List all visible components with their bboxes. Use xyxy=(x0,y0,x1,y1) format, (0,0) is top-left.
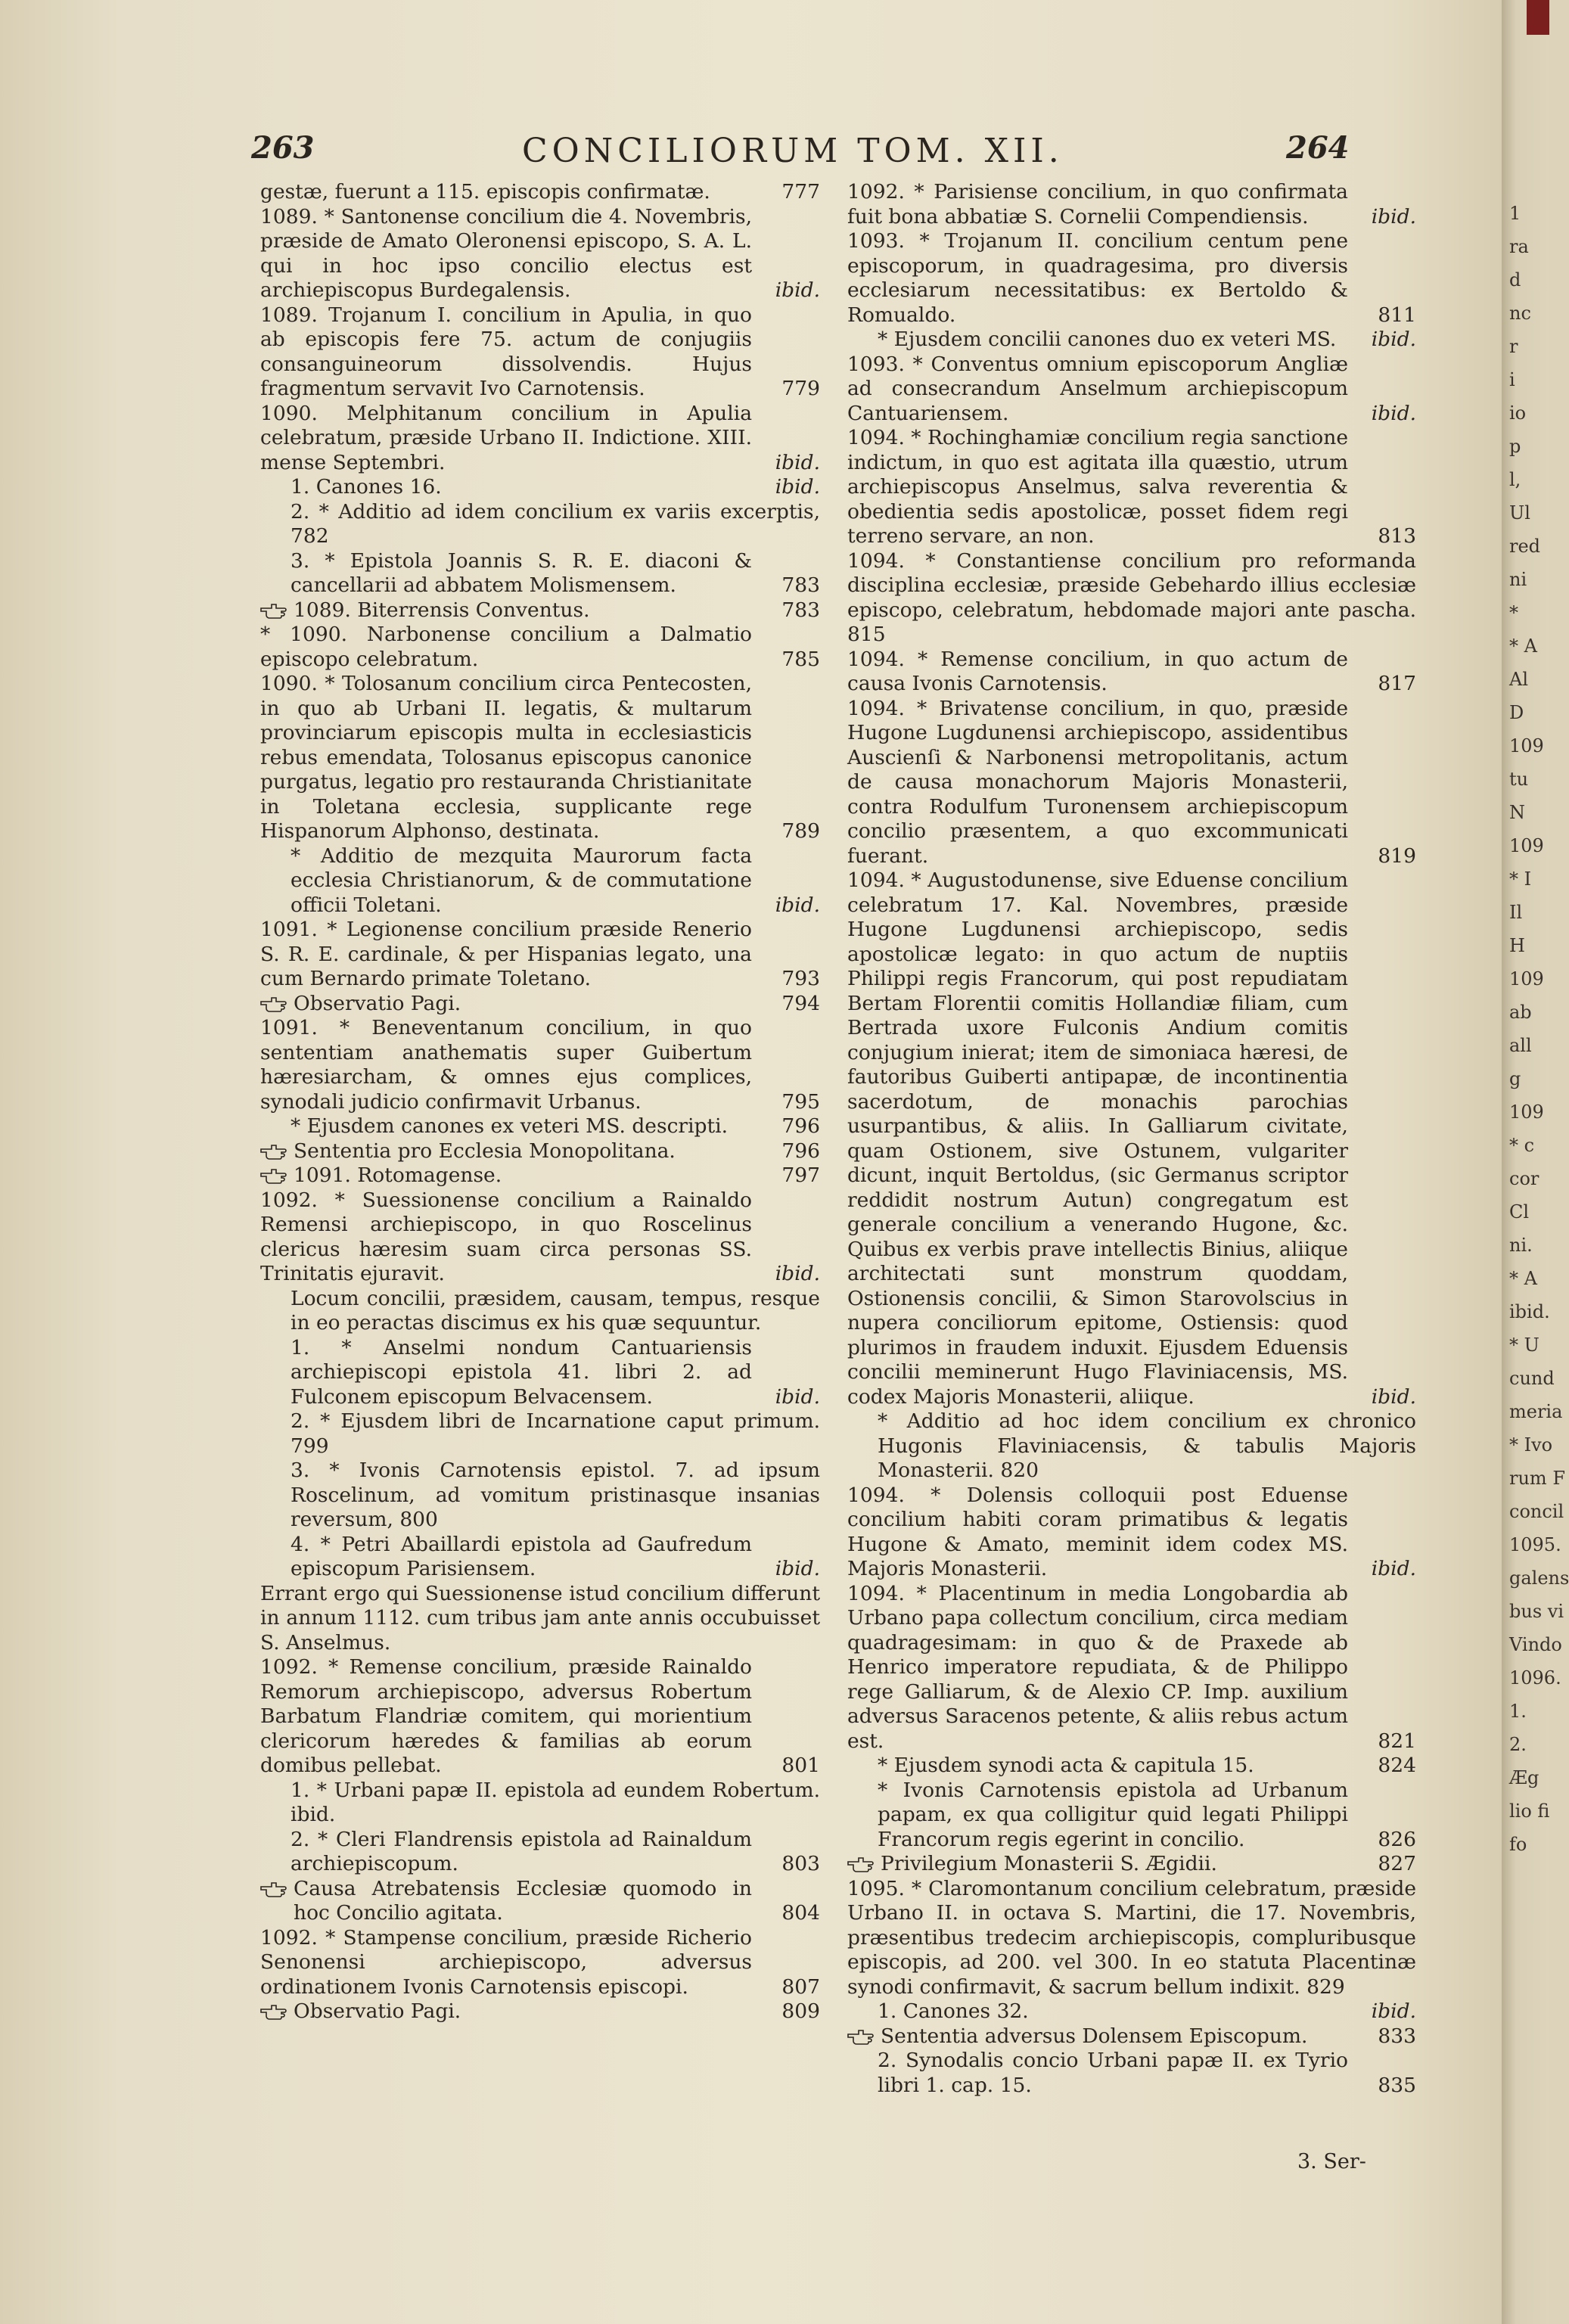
entry-text: 1. Canones 16. xyxy=(290,475,442,499)
entry-text: 1089. Trojanum I. concilium in Apulia, in quo ab episcopis fere 75. actum de conjugiis consanguineorum dissolvendis. Hujus fragmentum servavit Ivo Carnotensis. xyxy=(260,303,752,400)
pointing-hand-icon xyxy=(847,2027,873,2044)
edge-fragment: i xyxy=(1509,369,1515,390)
entry-page-ref: ibid. xyxy=(775,893,820,917)
entry-text: 1092. * Parisiense concilium, in quo confirmata fuit bona abbatiæ S. Cornelii Compendiensis. xyxy=(847,180,1348,228)
edge-fragment: ibid. xyxy=(1509,1301,1550,1322)
catchword: 3. Ser- xyxy=(1297,2150,1366,2173)
edge-fragment: 109 xyxy=(1509,835,1544,856)
index-entry xyxy=(260,1533,820,1582)
entry-text: * Ejusdem canones ex veteri MS. descripti. xyxy=(290,1114,729,1138)
edge-fragment: 2. xyxy=(1509,1734,1527,1755)
edge-fragment: Æg xyxy=(1509,1767,1539,1788)
pointing-hand-icon xyxy=(260,995,286,1011)
entry-page-ref: 789 xyxy=(781,819,820,843)
edge-fragment: Al xyxy=(1509,669,1529,690)
entry-text: Locum concilii, præsidem, causam, tempus, resque in eo peractas discimus ex his quæ sequuntur. xyxy=(290,1286,820,1334)
entry-text: * Ivonis Carnotensis epistola ad Urbanum papam, ex qua colligitur quid legati Philippi Francorum regis egerint in concilio. xyxy=(878,1778,1348,1851)
entry-page-ref: 807 xyxy=(781,1974,820,1999)
entry-text: 1094. * Remense concilium, in quo actum de causa Ivonis Carnotensis. xyxy=(847,647,1348,695)
left-column xyxy=(260,180,820,2024)
entry-page-ref: 794 xyxy=(781,991,820,1015)
index-entry xyxy=(847,328,1416,353)
entry-page-ref: 796 xyxy=(781,1114,820,1138)
index-entry xyxy=(847,549,1416,648)
index-entry xyxy=(847,1582,1416,1754)
pointing-hand-icon xyxy=(260,1880,286,1897)
edge-fragment: tu xyxy=(1509,769,1529,790)
edge-fragment: meria xyxy=(1509,1401,1563,1422)
next-page-edge xyxy=(1502,0,1569,2324)
entry-page-ref: ibid. xyxy=(775,1557,820,1580)
entry-page-ref: 783 xyxy=(781,573,820,597)
entry-text: 2. * Ejusdem libri de Incarnatione caput primum. 799 xyxy=(290,1409,820,1458)
edge-fragment: ra xyxy=(1509,236,1529,257)
index-entry xyxy=(260,1114,820,1139)
edge-fragment: D xyxy=(1509,702,1524,723)
index-entry xyxy=(260,1188,820,1287)
edge-fragment: * I xyxy=(1509,868,1532,890)
index-entry xyxy=(260,1877,820,1926)
entry-text: 1090. Melphitanum concilium in Apulia celebratum, præside Urbano II. Indictione. XIII. mense Septembri. xyxy=(260,401,752,474)
index-entry xyxy=(260,918,820,992)
index-entry xyxy=(847,1754,1416,1779)
entry-page-ref: ibid. xyxy=(1371,1999,1416,2023)
binding-ribbon xyxy=(1527,0,1549,35)
entry-page-ref: 777 xyxy=(781,180,820,204)
entry-text: Errant ergo qui Suessionense istud concilium differunt in annum 1112. cum tribus jam ante annis occubuisset S. Anselmus. xyxy=(260,1581,820,1654)
entry-page-ref: ibid. xyxy=(775,278,820,302)
edge-fragment: 109 xyxy=(1509,735,1544,757)
entry-text: 2. * Additio ad idem concilium ex variis excerptis, 782 xyxy=(290,499,820,548)
entry-text: 1093. * Trojanum II. concilium centum pene episcoporum, in quadragesima, pro diversis ecclesiarum necessitatibus: ex Bertoldo & Romualdo. xyxy=(847,229,1348,327)
index-entry xyxy=(260,549,820,598)
entry-page-ref: 795 xyxy=(781,1089,820,1114)
entry-text: gestæ, fuerunt a 115. episcopis confirmatæ. xyxy=(260,180,710,204)
entry-page-ref: 785 xyxy=(781,647,820,671)
index-entry xyxy=(847,2024,1416,2049)
entry-text: 1091. Rotomagense. xyxy=(294,1164,502,1187)
index-entry xyxy=(260,623,820,672)
edge-fragment: red xyxy=(1509,536,1541,557)
edge-fragment: 1 xyxy=(1509,203,1521,224)
entry-page-ref: 819 xyxy=(1378,844,1416,868)
entry-text: 3. * Epistola Joannis S. R. E. diaconi & cancellarii ad abbatem Molismensem. xyxy=(290,548,752,597)
right-column xyxy=(847,180,1416,2098)
entry-page-ref: 824 xyxy=(1378,1754,1416,1777)
index-entry xyxy=(847,1779,1416,1853)
entry-page-ref: 813 xyxy=(1378,524,1416,548)
edge-fragment: fo xyxy=(1509,1834,1527,1855)
edge-fragment: ab xyxy=(1509,1002,1532,1023)
entry-text: Causa Atrebatensis Ecclesiæ quomodo in hoc Concilio agitata. xyxy=(294,1876,752,1925)
edge-fragment: p xyxy=(1509,436,1521,457)
index-entry xyxy=(260,1164,820,1188)
entry-page-ref: 796 xyxy=(781,1139,820,1163)
index-entry xyxy=(260,180,820,205)
edge-fragment: Il xyxy=(1509,902,1523,923)
entry-page-ref: 797 xyxy=(781,1164,820,1187)
pointing-hand-icon xyxy=(260,1167,286,1183)
page-number-left: 263 xyxy=(251,130,315,166)
entry-text: 3. * Ivonis Carnotensis epistol. 7. ad ipsum Roscelinum, ad vomitum pristinasque insanias reversum, 800 xyxy=(290,1459,820,1531)
entry-text: 1. * Urbani papæ II. epistola ad eundem Robertum. ibid. xyxy=(290,1778,820,1826)
entry-page-ref: 835 xyxy=(1378,2073,1416,2097)
entry-page-ref: ibid. xyxy=(775,450,820,474)
entry-text: Privilegium Monasterii S. Ægidii. xyxy=(881,1852,1217,1875)
index-entry xyxy=(847,1877,1416,2000)
edge-fragment: cor xyxy=(1509,1168,1539,1189)
index-entry xyxy=(847,648,1416,697)
entry-page-ref: 809 xyxy=(781,1999,820,2023)
edge-fragment: * xyxy=(1509,602,1518,623)
edge-fragment: r xyxy=(1509,336,1518,357)
next-page-fragments xyxy=(1509,197,1569,1861)
edge-fragment: 109 xyxy=(1509,968,1544,990)
pointing-hand-icon xyxy=(260,601,286,618)
index-entry xyxy=(847,1999,1416,2024)
edge-fragment: cund xyxy=(1509,1368,1555,1389)
index-entry xyxy=(260,1409,820,1459)
index-entry xyxy=(847,1409,1416,1484)
entry-text: 1092. * Stampense concilium, præside Richerio Senonensi archiepiscopo, adversus ordinationem Ivonis Carnotensis episcopi. xyxy=(260,1925,752,1999)
index-entry xyxy=(260,1336,820,1410)
index-entry xyxy=(260,500,820,549)
entry-text: 2. * Cleri Flandrensis epistola ad Rainaldum archiepiscopum. xyxy=(290,1827,752,1875)
entry-text: 2. Synodalis concio Urbani papæ II. ex Tyrio libri 1. cap. 15. xyxy=(878,2049,1348,2097)
page-title: CONCILIORUM TOM. XII. xyxy=(522,132,1064,170)
entry-page-ref: ibid. xyxy=(775,475,820,499)
entry-text: Observatio Pagi. xyxy=(294,991,461,1015)
entry-text: 1094. * Brivatense concilium, in quo, præside Hugone Lugdunensi archiepiscopo, assidentibus Auscienſi & Narbonensi metropolitanis, actum de causa monachorum Majoris Monasterii, contra Rodulfum Turonensem archiepiscopum concilio præsentem, a quo excommunicati fuerant. xyxy=(847,696,1348,868)
index-entry xyxy=(847,353,1416,427)
entry-text: 1094. * Constantiense concilium pro reformanda disciplina ecclesiæ, præside Gebehardo illius ecclesiæ episcopo, celebratum, hebdomade majori ante pascha. 815 xyxy=(847,548,1416,646)
index-entry xyxy=(847,180,1416,229)
entry-page-ref: ibid. xyxy=(1371,401,1416,425)
edge-fragment: Cl xyxy=(1509,1201,1530,1223)
edge-fragment: concil xyxy=(1509,1501,1564,1522)
entry-page-ref: 783 xyxy=(781,598,820,622)
index-entry xyxy=(260,1655,820,1779)
entry-page-ref: 803 xyxy=(781,1852,820,1875)
entry-page-ref: 811 xyxy=(1378,303,1416,327)
entry-page-ref: 779 xyxy=(781,377,820,400)
index-entry xyxy=(847,697,1416,869)
entry-text: 1. * Anselmi nondum Cantuariensis archiepiscopi epistola 41. libri 2. ad Fulconem episcopum Belvacensem. xyxy=(290,1335,752,1409)
entry-text: * Ejusdem concilii canones duo ex veteri MS. xyxy=(878,328,1337,351)
index-entry xyxy=(260,992,820,1017)
index-entry xyxy=(260,1999,820,2024)
entry-text: 1. Canones 32. xyxy=(878,1999,1029,2023)
index-entry xyxy=(260,303,820,402)
entry-text: * Additio ad hoc idem concilium ex chronico Hugonis Flaviniacensis, & tabulis Majoris Monasterii. 820 xyxy=(878,1409,1416,1482)
edge-fragment: H xyxy=(1509,935,1525,956)
index-entry xyxy=(260,672,820,844)
index-entry xyxy=(847,2049,1416,2098)
edge-fragment: nc xyxy=(1509,303,1531,324)
edge-fragment: l, xyxy=(1509,469,1521,490)
entry-text: * Additio de mezquita Maurorum facta ecclesia Christianorum, & de commutatione officii Toletani. xyxy=(290,844,752,917)
entry-page-ref: 826 xyxy=(1378,1827,1416,1851)
entry-page-ref: 801 xyxy=(781,1754,820,1777)
entry-text: Sententia adversus Dolensem Episcopum. xyxy=(881,2024,1308,2048)
entry-text: 1094. * Dolensis colloquii post Eduense concilium habiti coram primatibus & legatis Hugone & Amato, meminit idem codex MS. Majoris Monasterii. xyxy=(847,1483,1348,1580)
edge-fragment: N xyxy=(1509,802,1525,823)
entry-text: 4. * Petri Abaillardi epistola ad Gaufredum episcopum Parisiensem. xyxy=(290,1532,752,1580)
entry-page-ref: 793 xyxy=(781,967,820,990)
pointing-hand-icon xyxy=(260,2002,286,2019)
edge-fragment: 1096. xyxy=(1509,1667,1561,1689)
running-head xyxy=(0,130,1502,176)
edge-fragment: ni xyxy=(1509,569,1527,590)
edge-fragment: * c xyxy=(1509,1135,1535,1156)
edge-fragment: d xyxy=(1509,269,1521,290)
index-entry xyxy=(260,1779,820,1828)
entry-text: * Ejusdem synodi acta & capitula 15. xyxy=(878,1754,1254,1777)
edge-fragment: rum F xyxy=(1509,1468,1565,1489)
edge-fragment: all xyxy=(1509,1035,1532,1056)
edge-fragment: bus vi xyxy=(1509,1601,1564,1622)
index-entry xyxy=(847,229,1416,328)
entry-page-ref: 817 xyxy=(1378,672,1416,695)
page-number-right: 264 xyxy=(1286,130,1350,166)
entry-text: 1091. * Legionense concilium præside Renerio S. R. E. cardinale, & per Hispanias legato, una cum Bernardo primate Toletano. xyxy=(260,918,752,990)
edge-fragment: Vindo xyxy=(1509,1634,1562,1655)
index-entry xyxy=(260,844,820,918)
entry-page-ref: ibid. xyxy=(1371,1384,1416,1409)
edge-fragment: lio fi xyxy=(1509,1800,1550,1822)
index-entry xyxy=(260,598,820,623)
entry-text: * 1090. Narbonense concilium a Dalmatio episcopo celebratum. xyxy=(260,623,752,671)
entry-page-ref: ibid. xyxy=(1371,1557,1416,1580)
entry-text: 1089. * Santonense concilium die 4. Novembris, præside de Amato Oleronensi episcopo, S. A. L. qui in hoc ipso concilio electus est archiepiscopus Burdegalensis. xyxy=(260,204,752,302)
entry-text: 1092. * Suessionense concilium a Rainaldo Remensi archiepiscopo, in quo Roscelinus clericus hæresim suam circa personas SS. Trinitatis ejuravit. xyxy=(260,1188,752,1285)
entry-text: 1089. Biterrensis Conventus. xyxy=(294,598,590,622)
index-entry xyxy=(260,1582,820,1656)
entry-page-ref: 804 xyxy=(781,1901,820,1925)
entry-text: 1092. * Remense concilium, præside Rainaldo Remorum archiepiscopo, adversus Robertum Barbatum Flandriæ comitem, qui morientium clericorum hæredes & familias ab eorum domibus pellebat. xyxy=(260,1655,752,1777)
edge-fragment: galens xyxy=(1509,1567,1569,1589)
index-entry xyxy=(847,1484,1416,1582)
entry-page-ref: ibid. xyxy=(1371,204,1416,228)
edge-fragment: Ul xyxy=(1509,502,1530,524)
edge-fragment: g xyxy=(1509,1068,1521,1089)
edge-fragment: * U xyxy=(1509,1334,1539,1356)
edge-fragment: ni. xyxy=(1509,1235,1533,1256)
index-entry xyxy=(260,1828,820,1877)
edge-fragment: * A xyxy=(1509,1268,1537,1289)
index-entry xyxy=(260,1139,820,1164)
edge-fragment: 109 xyxy=(1509,1101,1544,1123)
entry-text: 1094. * Rochinghamiæ concilium regia sanctione indictum, in quo est agitata illa quæstio, utrum archiepiscopus Anselmus, salva reverentia & obedientia sedis apostolicæ, posset fidem regi terreno servare, an non. xyxy=(847,426,1348,548)
edge-fragment: * Ivo xyxy=(1509,1434,1553,1456)
index-entry xyxy=(847,868,1416,1409)
index-entry xyxy=(260,402,820,476)
entry-page-ref: 827 xyxy=(1378,1852,1416,1875)
entry-page-ref: 833 xyxy=(1378,2024,1416,2048)
index-entry xyxy=(260,475,820,500)
entry-text: 1095. * Claromontanum concilium celebratum, præside Urbano II. in octava S. Martini, die 17. Novembris, præsentibus tredecim archiepiscopis, compluribusque episcopis, ad 200. vel 300. In eo statuta Placentinæ synodi confirmavit, & sacrum bellum indixit. 829 xyxy=(847,1876,1416,1999)
pointing-hand-icon xyxy=(847,1855,873,1872)
entry-page-ref: ibid. xyxy=(775,1384,820,1409)
index-entry xyxy=(260,1287,820,1336)
entry-page-ref: ibid. xyxy=(1371,328,1416,351)
index-entry xyxy=(260,205,820,303)
index-entry xyxy=(847,1852,1416,1877)
index-entry xyxy=(260,1459,820,1533)
entry-text: Sententia pro Ecclesia Monopolitana. xyxy=(294,1139,676,1163)
edge-fragment: * A xyxy=(1509,635,1537,657)
index-entry xyxy=(260,1926,820,2000)
edge-fragment: 1095. xyxy=(1509,1534,1561,1555)
entry-page-ref: 821 xyxy=(1378,1729,1416,1753)
index-entry xyxy=(847,426,1416,549)
entry-text: 1094. * Augustodunense, sive Eduense concilium celebratum 17. Kal. Novembres, præside Hugone Lugdunensi archiepiscopo, sedis apostolicæ legato: in quo actum de nuptiis Philippi regis Francorum, qui post repudiatam Bertam Florentii comitis Hollandiæ filiam, cum Bertrada uxore Fulconis Andium comitis conjugium inierat; item de simoniaca hæresi, de fautoribus Guiberti antipapæ, de incontinentia sacerdotum, de monachis parochias usurpantibus, & aliis. In Galliarum civitate, quam Ostionem, sive Ostunem, vulgariter dicunt, inquit Bertoldus, (sic Germanus scriptor reddidit nostrum Autun) congregatum est generale concilium a venerando Hugone, &c. Quibus ex verbis prave intellectis Binius, aliique architectati sunt monstrum quoddam, Ostionensis concilii, & Simon Starovolscius in nupera conciliorum epitome, Ostiensis: quod plurimos in fraudem induxit. Ejusdem Eduensis concilii meminerunt Hugo Flaviniacensis, MS. codex Majoris Monasterii, aliique. xyxy=(847,868,1348,1409)
entry-text: 1091. * Beneventanum concilium, in quo sententiam anathematis super Guibertum hæresiarcham, & omnes ejus complices, synodali judicio confirmavit Urbanus. xyxy=(260,1016,752,1114)
index-entry xyxy=(260,1016,820,1114)
entry-page-ref: ibid. xyxy=(775,1262,820,1285)
entry-text: 1094. * Placentinum in media Longobardia ab Urbano papa collectum concilium, circa mediam quadragesimam: in quo & de Praxede ab Henrico imperatore repudiata, & de Philippo rege Galliarum, & de Alexio CP. Imp. auxilium adversus Saracenos petente, & aliis rebus actum est. xyxy=(847,1581,1348,1753)
edge-fragment: io xyxy=(1509,402,1527,424)
entry-text: 1090. * Tolosanum concilium circa Pentecosten, in quo ab Urbani II. legatis, & multarum provinciarum episcopis multa in ecclesiasticis rebus emendata, Tolosanus episcopus canonice purgatus, legatio pro restauranda Christianitate in Toletana ecclesia, supplicante rege Hispanorum Alphonso, destinata. xyxy=(260,672,752,843)
edge-fragment: 1. xyxy=(1509,1701,1527,1722)
pointing-hand-icon xyxy=(260,1142,286,1159)
entry-text: Observatio Pagi. xyxy=(294,1999,461,2023)
entry-text: 1093. * Conventus omnium episcoporum Angliæ ad consecrandum Anselmum archiepiscopum Cantuariensem. xyxy=(847,352,1348,425)
